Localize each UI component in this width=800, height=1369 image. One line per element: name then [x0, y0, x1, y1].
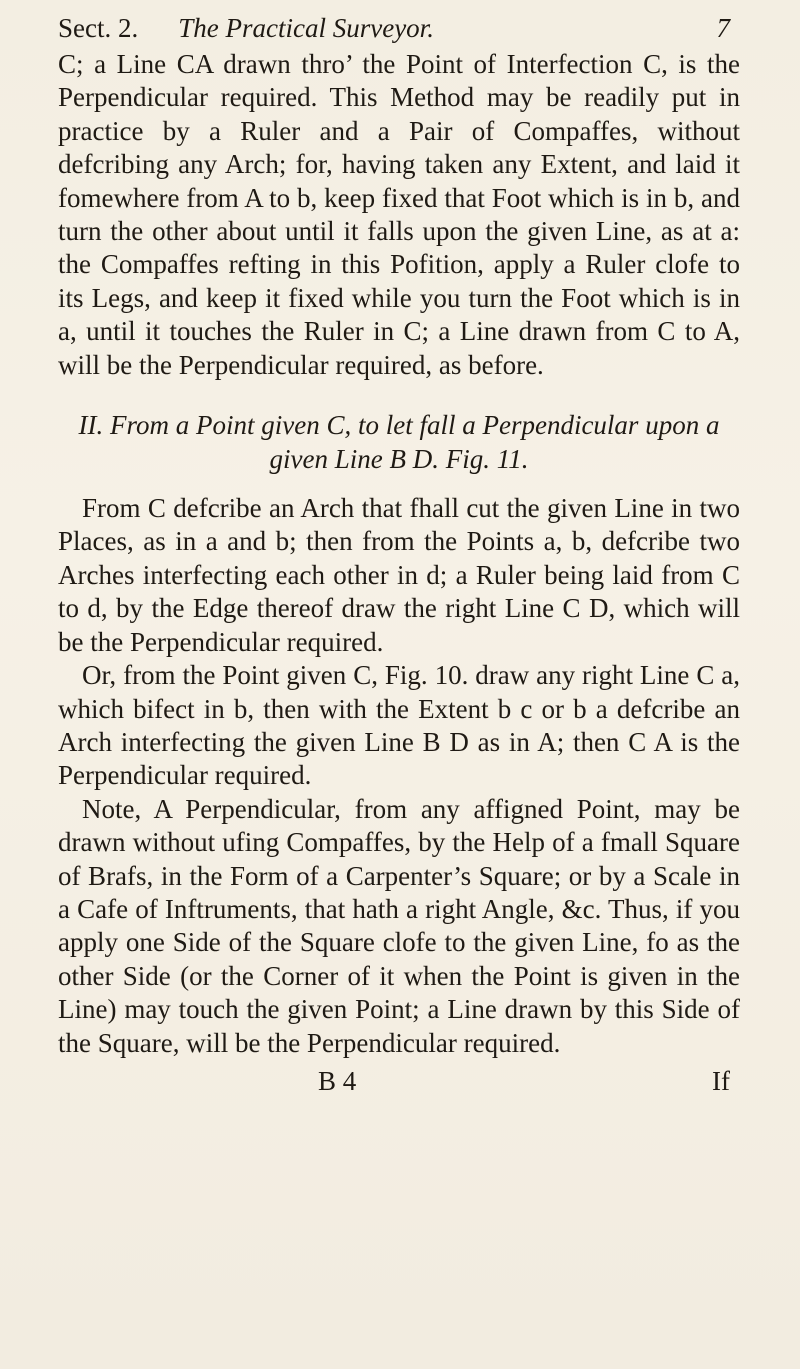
paragraph-note: Note, A Perpendicular, from any affigned Point, may be drawn without ufing Compaffes, by the Help of a fmall Square of Brafs, in the Form of a Carpenter’s Square; or by a Scale in a Cafe of Inftruments, that hath a right Angle, &c. Thus, if you apply one Side of the Square clofe to the given Line, fo as the other Side (or the Corner of it when the Point is given in the Line) may touch the given Point; a Line drawn by this Side of the Square, will be the Perpendicular required.: [58, 793, 740, 1058]
paragraph-method: From C defcribe an Arch that fhall cut the given Line in two Places, as in a and b; then from the Points a, b, defcribe two Arches interfecting each other in d; a Ruler being laid from C to d, by the Edge thereof draw the right Line C D, which will be the Perpendicular required.: [58, 493, 740, 657]
section-label: Sect. 2.: [58, 13, 139, 43]
section-heading: II. From a Point given C, to let fall a Perpendicular upon a given Line B D. Fig. 11.: [78, 410, 720, 475]
paragraph-continuation: C; a Line CA drawn thro’ the Point of Interfection C, is the Perpendicular required. This Method may be readily put in practice by a Ruler and a Pair of Compaffes, without defcribing any Arch; for, having taken any Extent, and laid it fomewhere from A to b, keep fixed that Foot which is in b, and turn the other about until it falls upon the given Line, as at a: the Compaffes refting in this Pofition, apply a Ruler clofe to its Legs, and keep it fixed while you turn the Foot which is in a, until it touches the Ruler in C; a Line drawn from C to A, will be the Perpendicular required, as before.: [58, 49, 740, 380]
signature-mark: B 4: [318, 1065, 357, 1096]
paragraph-alternative: Or, from the Point given C, Fig. 10. draw any right Line C a, which bifect in b, then with the Extent b c or b a defcribe an Arch interfecting the given Line B D as in A; then C A is the Perpendicular required.: [58, 660, 740, 791]
catchword: If: [712, 1065, 730, 1096]
spacer: [58, 476, 740, 492]
running-title: The Practical Surveyor.: [178, 13, 434, 43]
page-footer: [58, 1066, 740, 1097]
running-head: [58, 8, 740, 48]
page-number: 7: [716, 13, 730, 43]
